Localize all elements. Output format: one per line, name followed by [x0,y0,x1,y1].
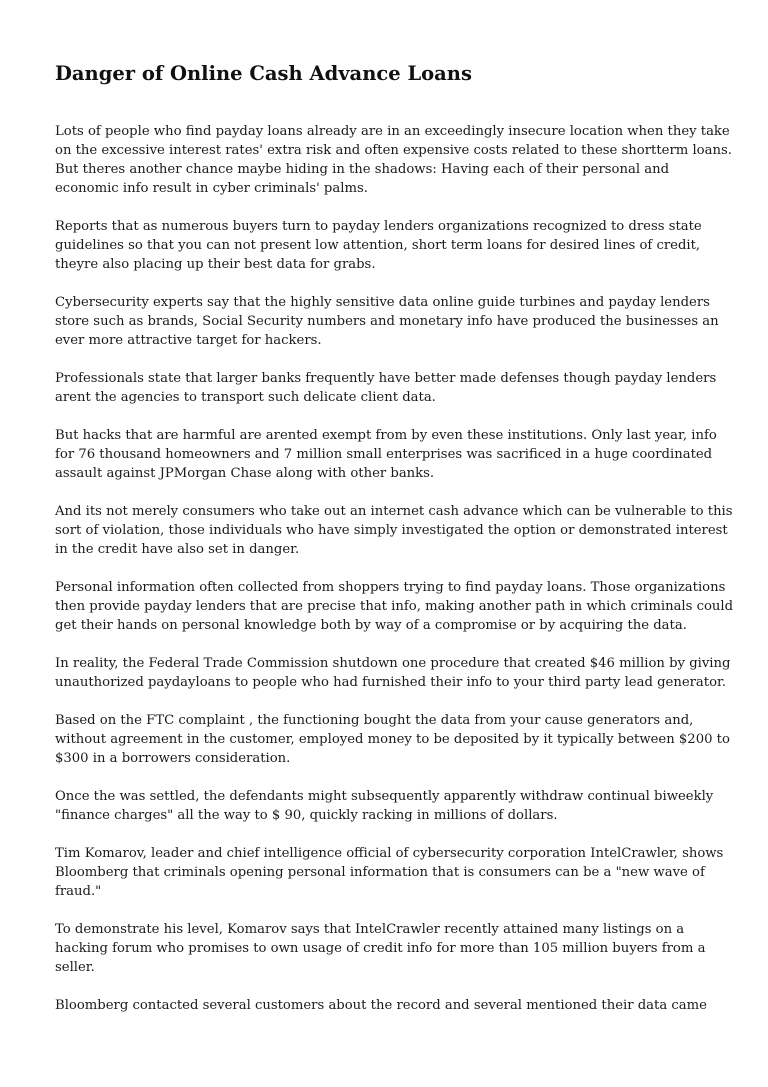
paragraph-line: store such as brands, Social Security numbers and monetary info have produced the businesses an [55,314,719,329]
paragraph-line: "finance charges" all the way to $ 90, quickly racking in millions of dollars. [55,808,558,823]
paragraph-line: on the excessive interest rates' extra risk and often expensive costs related to these shortterm loans. [55,143,732,158]
paragraph-line: then provide payday lenders that are precise that info, making another path in which criminals could [55,599,734,614]
paragraph-line: theyre also placing up their best data for grabs. [55,257,376,272]
paragraph-line: seller. [55,960,95,975]
paragraph [55,787,715,825]
paragraph-line: fraud." [55,884,102,899]
paragraph [55,502,733,559]
paragraph-line: arent the agencies to transport such delicate client data. [55,390,436,405]
paragraph [55,293,719,350]
document-title: Danger of Online Cash Advance Loans [55,62,472,85]
paragraph-line: Reports that as numerous buyers turn to payday lenders organizations recognized to dress state [55,219,702,234]
paragraph-line: Bloomberg contacted several customers about the record and several mentioned their data came [55,998,707,1013]
paragraph-line: get their hands on personal knowledge both by way of a compromise or by acquiring the data. [55,618,687,633]
paragraph-line: But hacks that are harmful are arented exempt from by even these institutions. Only last year, info [55,428,717,443]
paragraph [55,369,715,407]
paragraph-line: To demonstrate his level, Komarov says that IntelCrawler recently attained many listings on a [55,922,685,937]
paragraph [55,844,724,901]
paragraph-line: Tim Komarov, leader and chief intelligence official of cybersecurity corporation IntelCrawler, shows [55,846,724,861]
paragraph-line: Personal information often collected from shoppers trying to find payday loans. Those organizations [55,580,726,595]
paragraph-line: Cybersecurity experts say that the highly sensitive data online guide turbines and payday lenders [55,295,710,310]
paragraph-line: Once the was settled, the defendants might subsequently apparently withdraw continual biweekly [55,789,714,804]
paragraph-line: ever more attractive target for hackers. [55,333,322,348]
paragraph-line: for 76 thousand homeowners and 7 million small enterprises was sacrificed in a huge coordinated [55,447,713,462]
paragraph-line: In reality, the Federal Trade Commission shutdown one procedure that created $46 million by giving [55,656,731,671]
paragraph [55,920,715,977]
paragraph [55,996,715,1015]
paragraph-line: But theres another chance maybe hiding in the shadows: Having each of their personal and [55,162,670,177]
paragraph-line: without agreement in the customer, employed money to be deposited by it typically between $200 to [55,732,730,747]
paragraph-line: $300 in a borrowers consideration. [55,751,291,766]
paragraph [55,578,734,635]
paragraph [55,426,715,483]
paragraph-line: Based on the FTC complaint , the functioning bought the data from your cause generators and, [55,713,694,728]
paragraph-line: sort of violation, those individuals who have simply investigated the option or demonstrated interest [55,523,728,538]
paragraph [55,122,732,198]
paragraph-line: Bloomberg that criminals opening personal information that is consumers can be a "new wave of [55,865,705,880]
paragraph-line: Professionals state that larger banks frequently have better made defenses though payday lenders [55,371,717,386]
paragraph-line: Lots of people who find payday loans already are in an exceedingly insecure location when they take [55,124,730,139]
paragraph-line: economic info result in cyber criminals' palms. [55,181,368,196]
paragraph [55,654,731,692]
paragraph [55,217,715,274]
paragraph [55,711,730,768]
paragraph-line: unauthorized paydayloans to people who had furnished their info to your third party lead generator. [55,675,727,690]
paragraph-line: And its not merely consumers who take out an internet cash advance which can be vulnerable to this [55,504,733,519]
paragraph-line: guidelines so that you can not present low attention, short term loans for desired lines of credit, [55,238,701,253]
paragraph-line: assault against JPMorgan Chase along with other banks. [55,466,435,481]
paragraph-line: in the credit have also set in danger. [55,542,300,557]
document-body [55,122,734,1034]
paragraph-line: hacking forum who promises to own usage of credit info for more than 105 million buyers from a [55,941,706,956]
